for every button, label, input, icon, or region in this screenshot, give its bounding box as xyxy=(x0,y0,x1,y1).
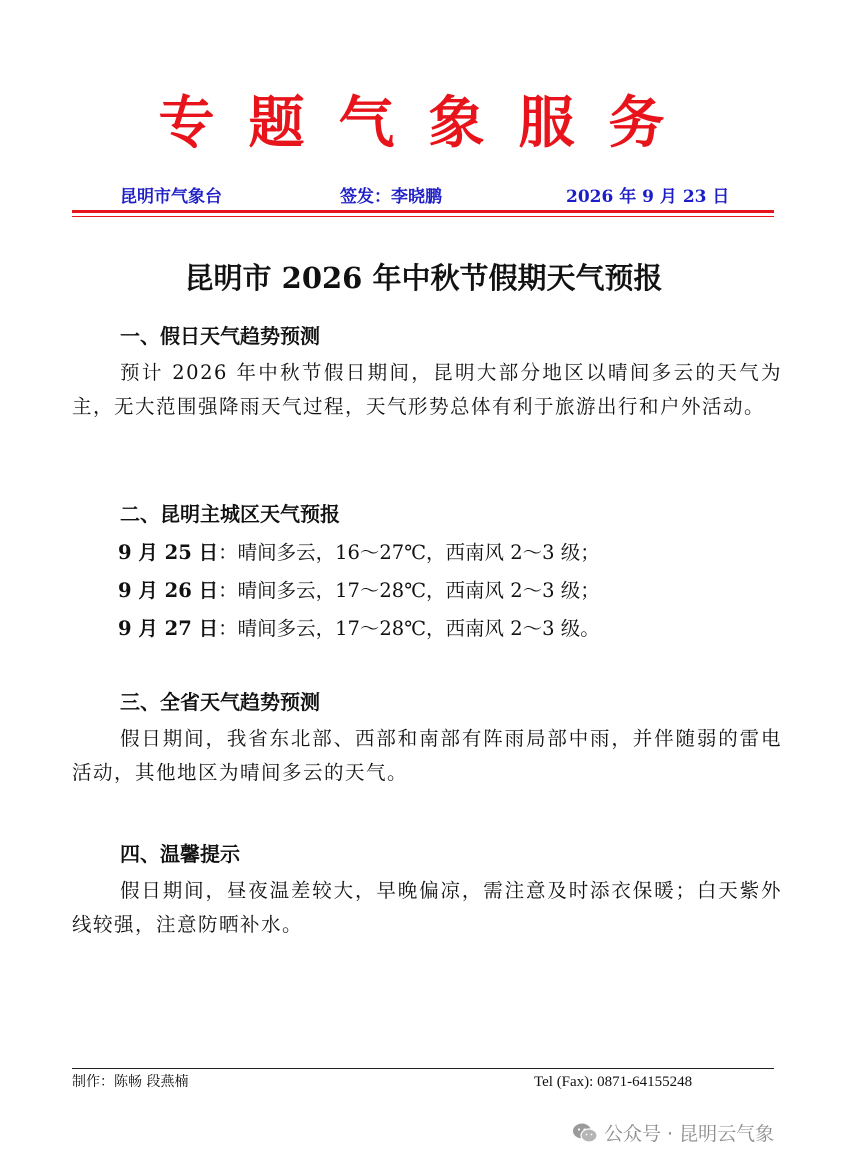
issue-signer: 签发：李晓鹏 xyxy=(340,187,442,207)
section-body: 假日期间，我省东北部、西部和南部有阵雨局部中雨，并伴随弱的雷电活动，其他地区为晴间多云的天气。 xyxy=(72,727,782,784)
section-heading: 二、昆明主城区天气预报 xyxy=(120,502,340,526)
section-body: 假日期间，昼夜温差较大，早晚偏凉，需注意及时添衣保暖；白天紫外线较强，注意防晒补水。 xyxy=(72,879,782,936)
header-divider-thin xyxy=(72,216,774,217)
section-body: 预计 2026 年中秋节假日期间，昆明大部分地区以晴间多云的天气为主，无大范围强降雨天气过程，天气形势总体有利于旅游出行和户外活动。 xyxy=(72,361,782,418)
section-province-trend xyxy=(72,688,782,790)
watermark xyxy=(572,1119,774,1146)
forecast-date: 9 月 27 日 xyxy=(118,617,219,640)
section-trend xyxy=(72,322,782,424)
forecast-row xyxy=(118,534,782,572)
watermark-text: 公众号 · 昆明云气象 xyxy=(604,1123,775,1145)
section-heading: 一、假日天气趋势预测 xyxy=(120,324,320,348)
forecast-date: 9 月 26 日 xyxy=(118,579,219,602)
issue-date: 2026 年 9 月 23 日 xyxy=(566,187,730,207)
forecast-text: ：晴间多云，17～28℃，西南风 2～3 级； xyxy=(218,579,600,602)
masthead-title: 专题气象服务 xyxy=(158,90,699,156)
section-city-forecast xyxy=(72,500,782,648)
forecast-row xyxy=(118,610,782,648)
header-divider-thick xyxy=(72,210,774,213)
forecast-text: ：晴间多云，17～28℃，西南风 2～3 级。 xyxy=(218,617,600,640)
section-tips xyxy=(72,840,782,942)
forecast-date: 9 月 25 日 xyxy=(118,541,219,564)
document-title: 昆明市 2026 年中秋节假期天气预报 xyxy=(184,261,663,295)
issuing-organization: 昆明市气象台 xyxy=(120,187,222,207)
forecast-text: ：晴间多云，16～27℃，西南风 2～3 级； xyxy=(218,541,600,564)
footer-producers: 制作：陈畅 段燕楠 xyxy=(72,1074,189,1090)
wechat-icon xyxy=(572,1122,598,1144)
section-heading: 四、温馨提示 xyxy=(120,842,240,866)
footer-divider xyxy=(72,1068,774,1069)
section-heading: 三、全省天气趋势预测 xyxy=(120,690,320,714)
footer-contact: Tel (Fax): 0871-64155248 xyxy=(534,1074,693,1090)
forecast-row xyxy=(118,572,782,610)
